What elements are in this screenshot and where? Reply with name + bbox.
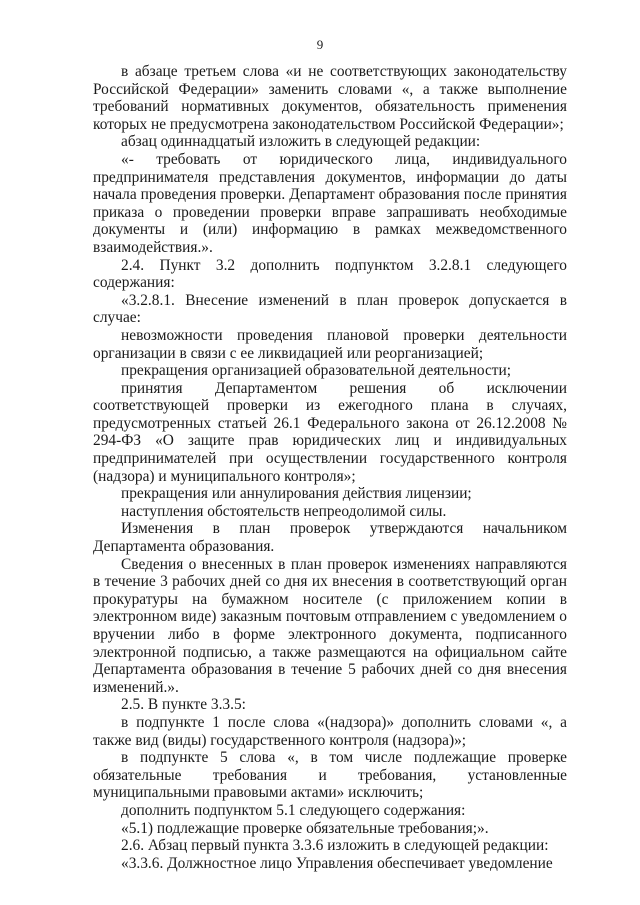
paragraph: в подпункте 5 слова «, в том числе подлежащие проверке обязательные требования и требования, установленные муниципальными правовыми актами» исключить;	[93, 749, 567, 802]
paragraph: дополнить подпунктом 5.1 следующего содержания:	[121, 801, 466, 819]
paragraph: «5.1) подлежащие проверке обязательные требования;».	[121, 819, 489, 837]
paragraph: прекращения или аннулирования действия лицензии;	[121, 485, 472, 503]
paragraph: 2.4. Пункт 3.2 дополнить подпунктом 3.2.8.1 следующего содержания:	[93, 256, 567, 292]
paragraph: 2.6. Абзац первый пункта 3.3.6 изложить в следующей редакции:	[121, 837, 549, 855]
paragraph: «- требовать от юридического лица, индивидуального предпринимателя представления документов, информации до даты начала проведения проверки. Департамент образования после принятия приказа о проведении проверки вправе запрашивать необходимые документы и (или) информацию в рамках межведомственного взаимодействия.».	[93, 150, 567, 256]
paragraph: «3.3.6. Должностное лицо Управления обеспечивает уведомление	[121, 854, 553, 872]
paragraph: в абзаце третьем слова «и не соответствующих законодательству Российской Федерации» заменить словами «, а также выполнение требований нормативных документов, обязательность применения которых не предусмотрена законодательством Российской Федерации»;	[93, 63, 567, 133]
paragraph: наступления обстоятельств непреодолимой силы.	[121, 502, 447, 520]
paragraph: прекращения организацией образовательной деятельности;	[121, 362, 512, 380]
paragraph: принятия Департаментом решения об исключении соответствующей проверки из ежегодного плана в случаях, предусмотренных статьей 26.1 Федерального закона от 26.12.2008 № 294-ФЗ «О защите прав юридических лиц и индивидуальных предпринимателей при осуществлении государственного контроля (надзора) и муниципального контроля»;	[93, 379, 567, 485]
paragraph: 2.5. В пункте 3.3.5:	[121, 696, 246, 714]
paragraph: Сведения о внесенных в план проверок изменениях направляются в течение 3 рабочих дней со дня их внесения в соответствующий орган прокуратуры на бумажном носителе (с приложением копии в электронном виде) заказным почтовым отправлением с уведомлением о вручении либо в форме электронного документа, подписанного электронной подписью, а также размещаются на официальном сайте Департамента образования в течение 5 рабочих дней со дня внесения изменений.».	[93, 555, 567, 696]
paragraph: в подпункте 1 после слова «(надзора)» дополнить словами «, а также вид (виды) государственного контроля (надзора)»;	[93, 713, 567, 749]
document-body	[93, 63, 567, 872]
page-number: 9	[316, 37, 324, 52]
paragraph: Изменения в план проверок утверждаются начальником Департамента образования.	[93, 520, 567, 556]
paragraph: невозможности проведения плановой проверки деятельности организации в связи с ее ликвидацией или реорганизацией;	[93, 326, 567, 362]
paragraph: абзац одиннадцатый изложить в следующей редакции:	[121, 133, 481, 151]
paragraph: «3.2.8.1. Внесение изменений в план проверок допускается в случае:	[93, 291, 567, 327]
